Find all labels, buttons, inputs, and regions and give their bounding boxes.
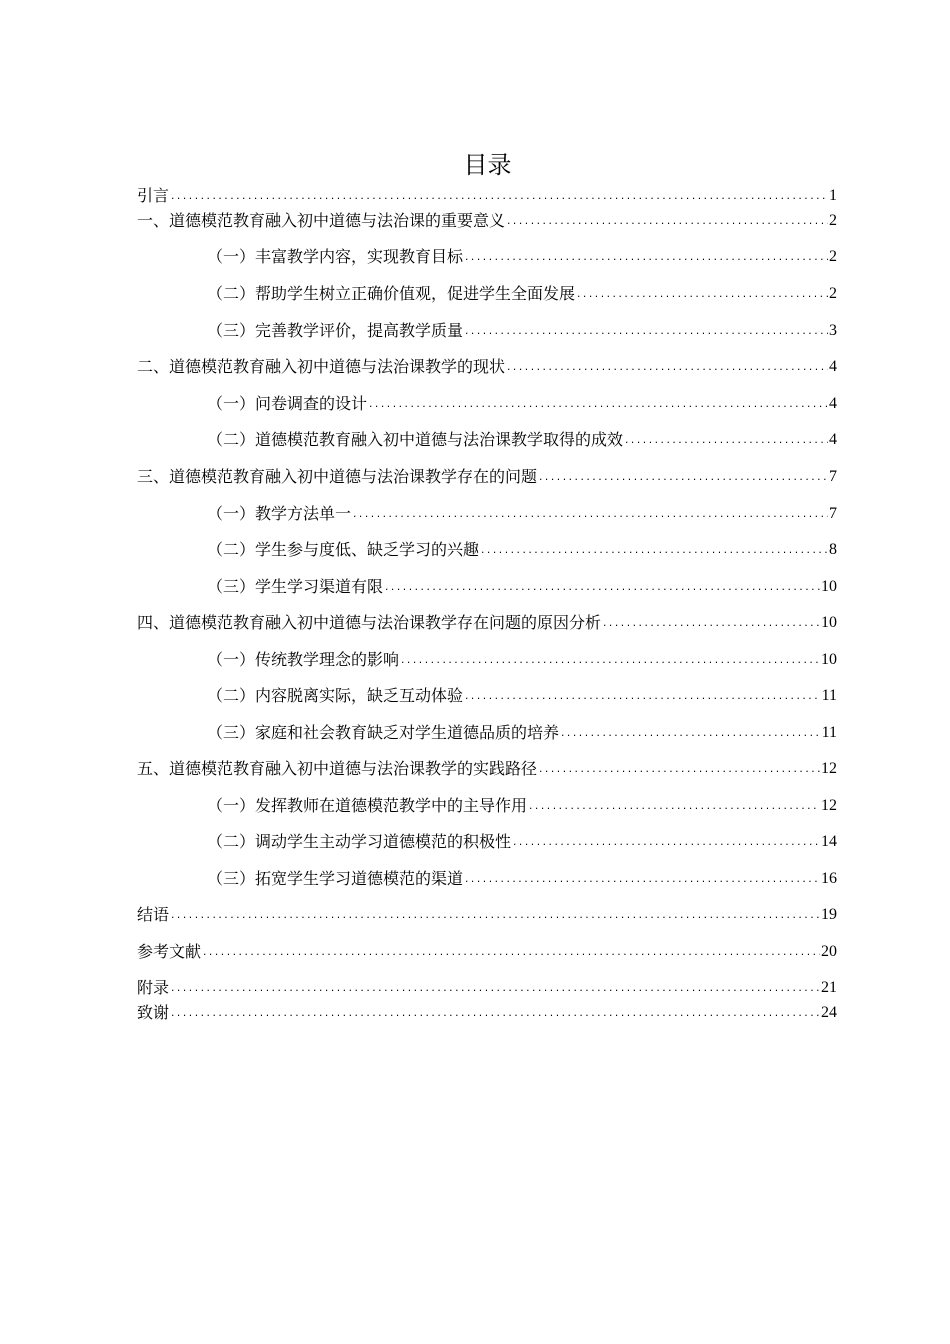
toc-entry[interactable] [137,539,837,561]
dot-leader [538,471,828,485]
toc-page-number: 4 [829,358,837,375]
toc-page-number: 10 [821,578,837,595]
toc-entry-text: （三）拓宽学生学习道德模范的渠道 [207,869,464,888]
toc-entry[interactable] [137,210,837,232]
toc-page-number: 20 [821,943,837,960]
dot-leader [538,763,820,777]
toc-page-number: 24 [821,1004,837,1021]
toc-page-number: 16 [821,870,837,887]
toc-entry-text: 引言 [137,186,170,205]
toc-entry-text: 三、道德模范教育融入初中道德与法治课教学存在的问题 [137,467,538,486]
toc-entry-text: （二）帮助学生树立正确价值观，促进学生全面发展 [207,284,576,303]
toc-entry[interactable] [137,320,837,342]
toc-entry[interactable] [137,977,837,999]
dot-leader [624,434,828,448]
dot-leader [464,873,820,887]
toc-entry-text: （一）传统教学理念的影响 [207,650,400,669]
toc-page-number: 11 [821,724,837,741]
dot-leader [506,215,828,229]
dot-leader [384,581,820,595]
dot-leader [368,398,828,412]
toc-page-number: 8 [829,541,837,558]
toc-page-number: 21 [821,979,837,996]
toc-entry-text: （三）家庭和社会教育缺乏对学生道德品质的培养 [207,723,560,742]
dot-leader [170,982,820,996]
toc-page-number: 2 [829,212,837,229]
dot-leader [352,508,828,522]
toc-entry-text: （二）学生参与度低、缺乏学习的兴趣 [207,540,480,559]
toc-page-number: 4 [829,431,837,448]
dot-leader [464,251,828,265]
toc-page-number: 4 [829,395,837,412]
toc-entry[interactable] [137,904,837,926]
toc-page-number: 11 [821,687,837,704]
toc-entry[interactable] [137,758,837,780]
toc-page-number: 19 [821,906,837,923]
dot-leader [560,727,821,741]
toc-entry-text: （二）内容脱离实际，缺乏互动体验 [207,686,464,705]
dot-leader [506,361,828,375]
dot-leader [480,544,828,558]
toc-entry-text: （一）问卷调查的设计 [207,394,368,413]
toc-entry-text: （二）道德模范教育融入初中道德与法治课教学取得的成效 [207,430,624,449]
toc-entry-text: （三）完善教学评价，提高教学质量 [207,321,464,340]
toc-entry-text: 五、道德模范教育融入初中道德与法治课教学的实践路径 [137,759,538,778]
toc-entry-text: 致谢 [137,1003,170,1022]
toc-entry[interactable] [137,1002,837,1024]
toc-entry-text: 一、道德模范教育融入初中道德与法治课的重要意义 [137,211,506,230]
toc-entry[interactable] [137,576,837,598]
toc-entry[interactable] [137,795,837,817]
toc-page-number: 2 [829,248,837,265]
toc-entry-text: 二、道德模范教育融入初中道德与法治课教学的现状 [137,357,506,376]
toc-entry[interactable] [137,941,837,963]
toc-page-number: 10 [821,651,837,668]
toc-entry[interactable] [137,429,837,451]
toc-entry[interactable] [137,356,837,378]
dot-leader [170,1007,820,1021]
dot-leader [512,836,820,850]
toc-page-number: 10 [821,614,837,631]
dot-leader [170,190,828,204]
toc-page-number: 3 [829,322,837,339]
toc-entry-text: （一）丰富教学内容，实现教育目标 [207,247,464,266]
toc-page-number: 2 [829,285,837,302]
toc-entry-text: （一）发挥教师在道德模范教学中的主导作用 [207,796,528,815]
dot-leader [464,690,821,704]
toc-page-number: 12 [821,797,837,814]
toc-entry[interactable] [137,466,837,488]
dot-leader [202,946,820,960]
toc-entry-text: 结语 [137,905,170,924]
toc-entry-text: 参考文献 [137,942,202,961]
toc-entry[interactable] [137,831,837,853]
toc-entry-text: （二）调动学生主动学习道德模范的积极性 [207,832,512,851]
toc-entry-text: 附录 [137,978,170,997]
dot-leader [400,654,820,668]
toc-entry[interactable] [137,503,837,525]
toc-page-number: 14 [821,833,837,850]
dot-leader [528,800,820,814]
toc-page-number: 7 [829,505,837,522]
dot-leader [602,617,820,631]
toc-page-number: 12 [821,760,837,777]
toc-page-number: 7 [829,468,837,485]
toc-entry-text: （三）学生学习渠道有限 [207,577,384,596]
toc-entry[interactable] [137,685,837,707]
toc-page-number: 1 [829,187,837,204]
toc-entry[interactable] [137,246,837,268]
toc-entry[interactable] [137,722,837,744]
toc-title: 目录 [463,151,512,179]
toc-entry[interactable] [137,283,837,305]
toc-entry[interactable] [137,185,837,207]
toc-entry[interactable] [137,393,837,415]
dot-leader [464,325,828,339]
dot-leader [170,909,820,923]
toc-entry[interactable] [137,649,837,671]
toc-entry[interactable] [137,612,837,634]
toc-entry[interactable] [137,868,837,890]
toc-entry-text: （一）教学方法单一 [207,504,352,523]
dot-leader [576,288,828,302]
toc-entry-text: 四、道德模范教育融入初中道德与法治课教学存在问题的原因分析 [137,613,602,632]
